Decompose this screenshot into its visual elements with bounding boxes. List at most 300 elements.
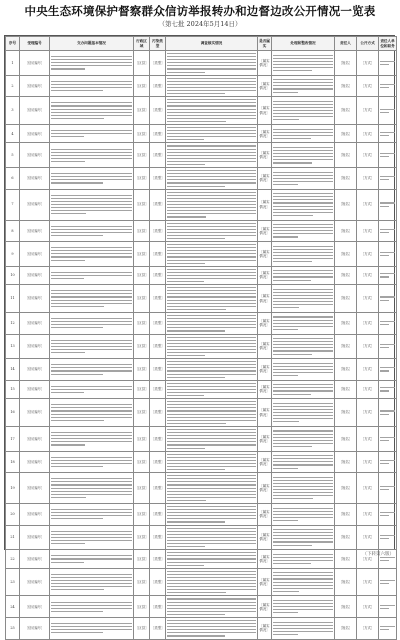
row-responsible-person: ［姓名］ [335, 568, 357, 596]
row-responsible-person: ［姓名］ [335, 380, 357, 398]
row-publish-method: ［方式］ [357, 51, 379, 76]
row-handling-text [272, 285, 335, 313]
row-responsible-person: ［姓名］ [335, 399, 357, 427]
row-district: ［区县］ [134, 189, 150, 220]
row-publish-method: ［方式］ [357, 380, 379, 398]
row-verified: ［属实情况］ [258, 399, 272, 427]
row-handling-text [272, 473, 335, 504]
row-responsible-person: ［姓名］ [335, 285, 357, 313]
row-publish-method: ［方式］ [357, 359, 379, 381]
row-pollution-type: ［类型］ [150, 334, 166, 359]
row-responsible-person: ［姓名］ [335, 426, 357, 451]
row-responsible-unit [379, 380, 397, 398]
table-row [6, 359, 397, 381]
row-publish-method: ［方式］ [357, 75, 379, 97]
row-publish-method: ［方式］ [357, 220, 379, 242]
row-handling-text [272, 525, 335, 550]
row-verified: ［属实情况］ [258, 143, 272, 168]
column-header-id: 受理编号 [20, 37, 50, 51]
row-publish-method: ［方式］ [357, 266, 379, 284]
row-verified: ［属实情况］ [258, 380, 272, 398]
row-petition-id: ［信访编号］ [20, 266, 50, 284]
row-publish-method: ［方式］ [357, 568, 379, 596]
row-issue-text [50, 334, 134, 359]
row-handling-text [272, 596, 335, 618]
row-index: 11 [6, 285, 20, 313]
row-handling-text [272, 124, 335, 142]
row-issue-text [50, 312, 134, 334]
row-issue-text [50, 596, 134, 618]
row-responsible-person: ［姓名］ [335, 168, 357, 190]
row-issue-text [50, 568, 134, 596]
row-verified: ［属实情况］ [258, 525, 272, 550]
table-row [6, 97, 397, 125]
row-publish-method: ［方式］ [357, 399, 379, 427]
row-responsible-unit [379, 473, 397, 504]
row-investigation-text [166, 451, 258, 473]
row-index: 7 [6, 189, 20, 220]
row-issue-text [50, 266, 134, 284]
row-publish-method: ［方式］ [357, 168, 379, 190]
row-investigation-text [166, 168, 258, 190]
column-header-index: 序号 [6, 37, 20, 51]
row-responsible-unit [379, 75, 397, 97]
row-petition-id: ［信访编号］ [20, 451, 50, 473]
row-issue-text [50, 143, 134, 168]
row-district: ［区县］ [134, 242, 150, 267]
row-investigation-text [166, 124, 258, 142]
row-petition-id: ［信访编号］ [20, 189, 50, 220]
row-district: ［区县］ [134, 568, 150, 596]
row-index: 17 [6, 426, 20, 451]
row-pollution-type: ［类型］ [150, 618, 166, 640]
row-issue-text [50, 426, 134, 451]
row-index: 6 [6, 168, 20, 190]
row-pollution-type: ［类型］ [150, 97, 166, 125]
row-index: 16 [6, 399, 20, 427]
row-index: 1 [6, 51, 20, 76]
row-responsible-unit [379, 124, 397, 142]
row-petition-id: ［信访编号］ [20, 168, 50, 190]
row-petition-id: ［信访编号］ [20, 399, 50, 427]
row-index: 9 [6, 242, 20, 267]
row-responsible-unit [379, 189, 397, 220]
row-handling-text [272, 568, 335, 596]
row-issue-text [50, 97, 134, 125]
row-publish-method: ［方式］ [357, 124, 379, 142]
column-header-verified: 是否属实 [258, 37, 272, 51]
row-publish-method: ［方式］ [357, 312, 379, 334]
row-investigation-text [166, 504, 258, 526]
row-index: 22 [6, 550, 20, 568]
row-verified: ［属实情况］ [258, 550, 272, 568]
row-pollution-type: ［类型］ [150, 312, 166, 334]
row-index: 13 [6, 334, 20, 359]
row-issue-text [50, 189, 134, 220]
row-verified: ［属实情况］ [258, 220, 272, 242]
row-petition-id: ［信访编号］ [20, 359, 50, 381]
row-investigation-text [166, 525, 258, 550]
row-handling-text [272, 618, 335, 640]
row-handling-text [272, 359, 335, 381]
row-publish-method: ［方式］ [357, 618, 379, 640]
row-index: 3 [6, 97, 20, 125]
table-row [6, 242, 397, 267]
row-petition-id: ［信访编号］ [20, 51, 50, 76]
row-responsible-person: ［姓名］ [335, 51, 357, 76]
row-investigation-text [166, 568, 258, 596]
column-header-publish: 公开方式 [357, 37, 379, 51]
row-verified: ［属实情况］ [258, 334, 272, 359]
table-row [6, 189, 397, 220]
row-index: 24 [6, 596, 20, 618]
row-investigation-text [166, 285, 258, 313]
table-row [6, 596, 397, 618]
row-district: ［区县］ [134, 473, 150, 504]
row-responsible-person: ［姓名］ [335, 220, 357, 242]
row-verified: ［属实情况］ [258, 504, 272, 526]
table-row [6, 380, 397, 398]
row-responsible-person: ［姓名］ [335, 334, 357, 359]
row-district: ［区县］ [134, 359, 150, 381]
row-pollution-type: ［类型］ [150, 168, 166, 190]
row-district: ［区县］ [134, 168, 150, 190]
row-petition-id: ［信访编号］ [20, 525, 50, 550]
row-handling-text [272, 189, 335, 220]
row-responsible-unit [379, 242, 397, 267]
row-petition-id: ［信访编号］ [20, 596, 50, 618]
table-row [6, 51, 397, 76]
row-issue-text [50, 242, 134, 267]
row-handling-text [272, 426, 335, 451]
row-handling-text [272, 97, 335, 125]
row-petition-id: ［信访编号］ [20, 124, 50, 142]
row-responsible-unit [379, 285, 397, 313]
petition-table [5, 36, 397, 640]
row-responsible-unit [379, 143, 397, 168]
table-row [6, 399, 397, 427]
row-responsible-unit [379, 525, 397, 550]
row-pollution-type: ［类型］ [150, 285, 166, 313]
row-index: 5 [6, 143, 20, 168]
row-issue-text [50, 75, 134, 97]
row-verified: ［属实情况］ [258, 568, 272, 596]
row-publish-method: ［方式］ [357, 97, 379, 125]
row-district: ［区县］ [134, 525, 150, 550]
row-responsible-person: ［姓名］ [335, 618, 357, 640]
row-handling-text [272, 380, 335, 398]
row-pollution-type: ［类型］ [150, 451, 166, 473]
row-investigation-text [166, 380, 258, 398]
row-district: ［区县］ [134, 618, 150, 640]
row-investigation-text [166, 426, 258, 451]
row-pollution-type: ［类型］ [150, 242, 166, 267]
table-row [6, 266, 397, 284]
row-responsible-person: ［姓名］ [335, 124, 357, 142]
row-verified: ［属实情况］ [258, 359, 272, 381]
row-district: ［区县］ [134, 75, 150, 97]
row-responsible-unit [379, 399, 397, 427]
row-index: 10 [6, 266, 20, 284]
row-responsible-person: ［姓名］ [335, 312, 357, 334]
row-verified: ［属实情况］ [258, 312, 272, 334]
row-publish-method: ［方式］ [357, 550, 379, 568]
row-handling-text [272, 51, 335, 76]
row-verified: ［属实情况］ [258, 97, 272, 125]
table-row [6, 525, 397, 550]
row-petition-id: ［信访编号］ [20, 618, 50, 640]
table-row [6, 618, 397, 640]
row-issue-text [50, 525, 134, 550]
row-district: ［区县］ [134, 334, 150, 359]
row-handling-text [272, 168, 335, 190]
row-index: 25 [6, 618, 20, 640]
table-row [6, 504, 397, 526]
row-responsible-person: ［姓名］ [335, 596, 357, 618]
row-district: ［区县］ [134, 380, 150, 398]
table-row [6, 473, 397, 504]
row-district: ［区县］ [134, 143, 150, 168]
table-row [6, 334, 397, 359]
row-publish-method: ［方式］ [357, 451, 379, 473]
row-responsible-unit [379, 51, 397, 76]
row-handling-text [272, 266, 335, 284]
row-petition-id: ［信访编号］ [20, 312, 50, 334]
row-investigation-text [166, 143, 258, 168]
row-verified: ［属实情况］ [258, 285, 272, 313]
row-responsible-unit [379, 359, 397, 381]
row-responsible-unit [379, 220, 397, 242]
row-pollution-type: ［类型］ [150, 189, 166, 220]
row-publish-method: ［方式］ [357, 189, 379, 220]
row-investigation-text [166, 618, 258, 640]
row-responsible-unit [379, 451, 397, 473]
row-responsible-unit [379, 568, 397, 596]
column-header-issue: 交办问题基本情况 [50, 37, 134, 51]
row-index: 18 [6, 451, 20, 473]
row-responsible-person: ［姓名］ [335, 97, 357, 125]
row-responsible-person: ［姓名］ [335, 189, 357, 220]
row-verified: ［属实情况］ [258, 75, 272, 97]
table-row [6, 426, 397, 451]
row-investigation-text [166, 75, 258, 97]
row-index: 2 [6, 75, 20, 97]
row-responsible-unit [379, 168, 397, 190]
row-issue-text [50, 220, 134, 242]
row-responsible-unit [379, 266, 397, 284]
row-verified: ［属实情况］ [258, 189, 272, 220]
row-handling-text [272, 242, 335, 267]
row-pollution-type: ［类型］ [150, 568, 166, 596]
row-verified: ［属实情况］ [258, 473, 272, 504]
row-responsible-unit [379, 618, 397, 640]
row-responsible-unit [379, 596, 397, 618]
row-publish-method: ［方式］ [357, 596, 379, 618]
row-responsible-unit [379, 97, 397, 125]
column-header-district: 行政区域 [134, 37, 150, 51]
row-issue-text [50, 618, 134, 640]
row-investigation-text [166, 220, 258, 242]
row-petition-id: ［信访编号］ [20, 242, 50, 267]
row-publish-method: ［方式］ [357, 285, 379, 313]
row-pollution-type: ［类型］ [150, 473, 166, 504]
row-publish-method: ［方式］ [357, 334, 379, 359]
row-issue-text [50, 51, 134, 76]
row-verified: ［属实情况］ [258, 51, 272, 76]
table-row [6, 285, 397, 313]
row-petition-id: ［信访编号］ [20, 473, 50, 504]
row-verified: ［属实情况］ [258, 596, 272, 618]
row-petition-id: ［信访编号］ [20, 550, 50, 568]
row-petition-id: ［信访编号］ [20, 504, 50, 526]
row-responsible-person: ［姓名］ [335, 550, 357, 568]
row-index: 19 [6, 473, 20, 504]
row-issue-text [50, 380, 134, 398]
row-pollution-type: ［类型］ [150, 124, 166, 142]
row-verified: ［属实情况］ [258, 242, 272, 267]
row-issue-text [50, 359, 134, 381]
row-publish-method: ［方式］ [357, 242, 379, 267]
row-petition-id: ［信访编号］ [20, 143, 50, 168]
table-row [6, 75, 397, 97]
row-investigation-text [166, 266, 258, 284]
row-handling-text [272, 220, 335, 242]
row-petition-id: ［信访编号］ [20, 568, 50, 596]
row-index: 21 [6, 525, 20, 550]
row-investigation-text [166, 242, 258, 267]
row-investigation-text [166, 359, 258, 381]
row-petition-id: ［信访编号］ [20, 380, 50, 398]
row-petition-id: ［信访编号］ [20, 75, 50, 97]
row-investigation-text [166, 97, 258, 125]
row-verified: ［属实情况］ [258, 168, 272, 190]
document-date: （第七批 2024年5月14日） [158, 20, 242, 28]
row-district: ［区县］ [134, 426, 150, 451]
document-title: 中央生态环境保护督察群众信访举报转办和边督边改公开情况一览表 [24, 4, 376, 18]
row-district: ［区县］ [134, 399, 150, 427]
column-header-unit: 责任人单位和职务 [379, 37, 397, 51]
row-publish-method: ［方式］ [357, 525, 379, 550]
row-issue-text [50, 168, 134, 190]
row-investigation-text [166, 312, 258, 334]
row-verified: ［属实情况］ [258, 266, 272, 284]
row-issue-text [50, 451, 134, 473]
row-publish-method: ［方式］ [357, 426, 379, 451]
table-row [6, 143, 397, 168]
row-verified: ［属实情况］ [258, 451, 272, 473]
column-header-type: 污染类型 [150, 37, 166, 51]
row-responsible-person: ［姓名］ [335, 359, 357, 381]
row-issue-text [50, 504, 134, 526]
row-responsible-unit [379, 426, 397, 451]
row-pollution-type: ［类型］ [150, 596, 166, 618]
row-pollution-type: ［类型］ [150, 359, 166, 381]
table-row [6, 568, 397, 596]
row-investigation-text [166, 473, 258, 504]
row-handling-text [272, 334, 335, 359]
row-pollution-type: ［类型］ [150, 220, 166, 242]
row-issue-text [50, 399, 134, 427]
row-responsible-person: ［姓名］ [335, 75, 357, 97]
row-index: 14 [6, 359, 20, 381]
row-issue-text [50, 124, 134, 142]
row-pollution-type: ［类型］ [150, 399, 166, 427]
row-index: 4 [6, 124, 20, 142]
row-handling-text [272, 75, 335, 97]
table-row [6, 220, 397, 242]
column-header-person: 责任人 [335, 37, 357, 51]
row-district: ［区县］ [134, 97, 150, 125]
row-investigation-text [166, 399, 258, 427]
row-district: ［区县］ [134, 266, 150, 284]
row-handling-text [272, 312, 335, 334]
row-pollution-type: ［类型］ [150, 143, 166, 168]
row-responsible-person: ［姓名］ [335, 525, 357, 550]
row-district: ［区县］ [134, 550, 150, 568]
row-handling-text [272, 504, 335, 526]
column-header-investigation: 调查核实情况 [166, 37, 258, 51]
row-issue-text [50, 285, 134, 313]
row-index: 15 [6, 380, 20, 398]
row-district: ［区县］ [134, 124, 150, 142]
row-district: ［区县］ [134, 220, 150, 242]
row-petition-id: ［信访编号］ [20, 426, 50, 451]
column-header-handling: 处理和整改情况 [272, 37, 335, 51]
row-responsible-person: ［姓名］ [335, 451, 357, 473]
row-district: ［区县］ [134, 596, 150, 618]
row-district: ［区县］ [134, 51, 150, 76]
row-verified: ［属实情况］ [258, 618, 272, 640]
table-row [6, 312, 397, 334]
row-investigation-text [166, 596, 258, 618]
row-responsible-person: ［姓名］ [335, 143, 357, 168]
row-pollution-type: ［类型］ [150, 525, 166, 550]
row-responsible-unit [379, 334, 397, 359]
row-handling-text [272, 451, 335, 473]
row-index: 12 [6, 312, 20, 334]
row-responsible-person: ［姓名］ [335, 242, 357, 267]
row-petition-id: ［信访编号］ [20, 97, 50, 125]
row-publish-method: ［方式］ [357, 473, 379, 504]
row-district: ［区县］ [134, 504, 150, 526]
row-district: ［区县］ [134, 312, 150, 334]
document-header [4, 3, 396, 34]
row-index: 8 [6, 220, 20, 242]
row-investigation-text [166, 334, 258, 359]
row-pollution-type: ［类型］ [150, 504, 166, 526]
page-number: （下转第六版） [362, 552, 394, 557]
row-responsible-unit [379, 312, 397, 334]
row-investigation-text [166, 51, 258, 76]
row-pollution-type: ［类型］ [150, 550, 166, 568]
row-district: ［区县］ [134, 285, 150, 313]
row-investigation-text [166, 189, 258, 220]
row-issue-text [50, 473, 134, 504]
row-responsible-person: ［姓名］ [335, 266, 357, 284]
row-pollution-type: ［类型］ [150, 266, 166, 284]
row-pollution-type: ［类型］ [150, 75, 166, 97]
row-petition-id: ［信访编号］ [20, 334, 50, 359]
table-header-row [6, 37, 397, 51]
row-verified: ［属实情况］ [258, 124, 272, 142]
row-petition-id: ［信访编号］ [20, 285, 50, 313]
row-index: 20 [6, 504, 20, 526]
row-district: ［区县］ [134, 451, 150, 473]
row-pollution-type: ［类型］ [150, 426, 166, 451]
table-row [6, 168, 397, 190]
row-handling-text [272, 143, 335, 168]
row-responsible-person: ［姓名］ [335, 473, 357, 504]
